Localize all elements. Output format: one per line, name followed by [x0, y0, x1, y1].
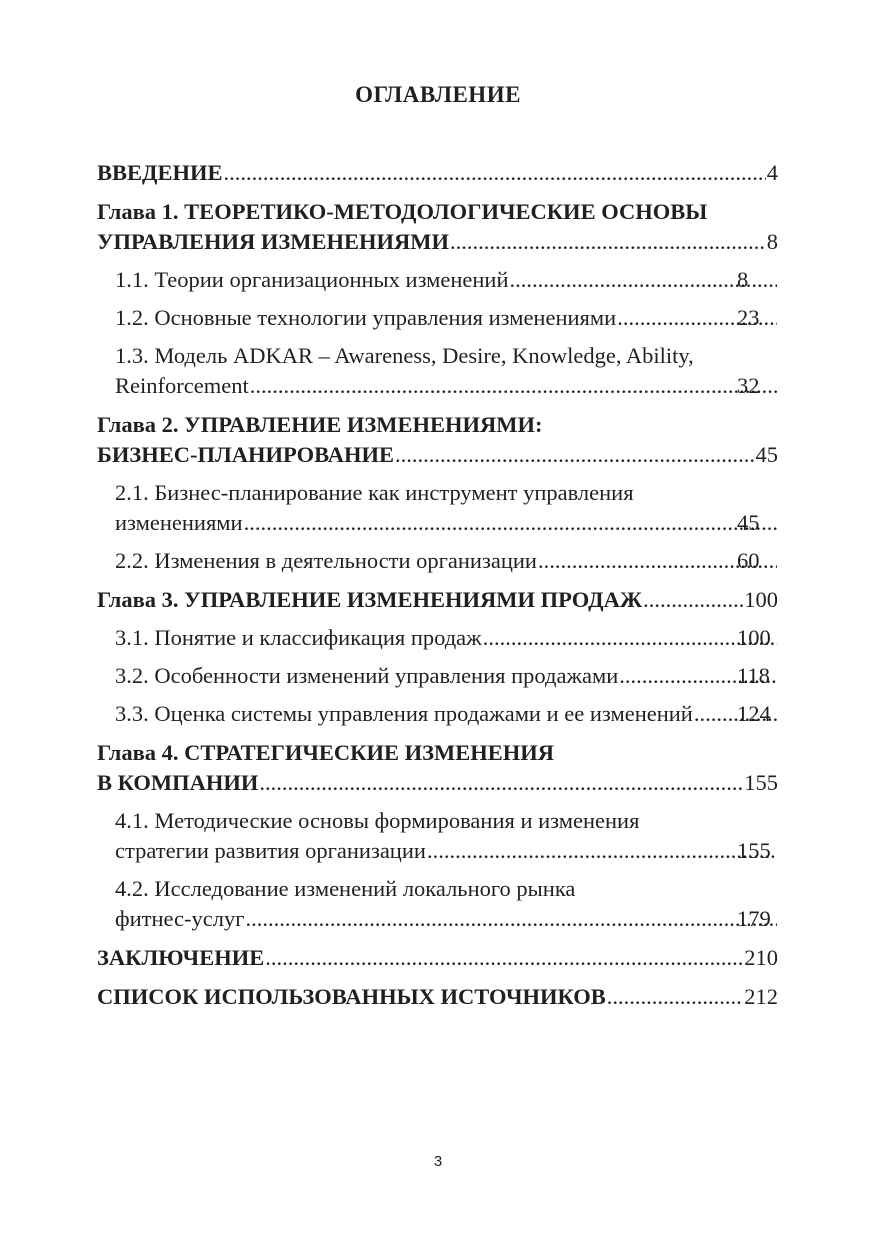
toc-entry-title: изменениями — [115, 510, 243, 535]
toc-page-number: 100 — [744, 587, 778, 612]
toc-entry-title: Глава 3. УПРАВЛЕНИЕ ИЗМЕНЕНИЯМИ ПРОДАЖ — [97, 587, 643, 612]
toc-entry-line: 3.1. Понятие и классификация продаж ..... 100 — [156, 623, 778, 653]
toc-entry-title: 3.2. Особенности изменений управления продажами — [115, 663, 619, 688]
toc-entry[interactable] — [97, 623, 778, 653]
toc-entry-line — [97, 943, 778, 973]
toc-dot-leader — [244, 508, 777, 538]
toc-entry[interactable] — [97, 982, 778, 1012]
toc-entry-line — [97, 982, 778, 1012]
toc-dot-leader — [245, 904, 777, 934]
toc-entry[interactable] — [97, 585, 778, 615]
toc-page-number: 45 — [755, 442, 778, 467]
toc-entry-heading-line: Глава 4. СТРАТЕГИЧЕСКИЕ ИЗМЕНЕНИЯ — [97, 740, 554, 765]
toc-entry[interactable] — [97, 738, 778, 798]
toc-dot-leader — [483, 623, 777, 653]
toc-entry-title: СПИСОК ИСПОЛЬЗОВАННЫХ ИСТОЧНИКОВ — [97, 984, 606, 1009]
toc-dot-leader — [450, 227, 766, 257]
toc-entry-title: фитнес-услуг — [115, 906, 245, 931]
toc-dot-leader — [265, 943, 743, 973]
toc-entry-line — [97, 440, 778, 470]
toc-entry-title: стратегии развития организации — [115, 838, 426, 863]
toc-entry-line: 2.2. Изменения в деятельности организации ..... 60 — [156, 546, 778, 576]
toc-entry[interactable] — [97, 699, 778, 729]
toc-entry-line — [97, 158, 778, 188]
toc-entry-line: изменениями ..... 45 — [156, 508, 778, 538]
toc-page-number: 8 — [766, 229, 778, 254]
toc-entry[interactable] — [97, 341, 778, 401]
toc-entry-line — [97, 227, 778, 257]
toc-dot-leader — [259, 768, 743, 798]
toc-entry-title: УПРАВЛЕНИЯ ИЗМЕНЕНИЯМИ — [97, 229, 450, 254]
toc-entry-line — [97, 768, 778, 798]
toc-entry-line: Reinforcement ..... 32 — [156, 371, 778, 401]
toc-entry-title: 1.2. Основные технологии управления изменениями — [115, 305, 617, 330]
toc-page-number: 4 — [766, 160, 778, 185]
toc-page-number: 210 — [744, 945, 778, 970]
toc-entry[interactable] — [97, 874, 778, 934]
toc-entry-title: БИЗНЕС-ПЛАНИРОВАНИЕ — [97, 442, 394, 467]
toc-dot-leader — [607, 982, 744, 1012]
page-title: ОГЛАВЛЕНИЕ — [355, 82, 521, 107]
toc-entry-line — [97, 585, 778, 615]
toc-dot-leader — [643, 585, 743, 615]
toc-entry[interactable] — [97, 410, 778, 470]
toc-dot-leader — [224, 158, 766, 188]
toc-entry-line: фитнес-услуг ..... 179 — [156, 904, 778, 934]
table-of-contents — [97, 158, 778, 1012]
toc-entry-heading-line: 4.2. Исследование изменений локального рынка — [115, 876, 576, 901]
toc-entry-heading-line: 2.1. Бизнес-планирование как инструмент управления — [115, 480, 634, 505]
toc-entry-line: 1.1. Теории организационных изменений ..... 8 — [156, 265, 778, 295]
toc-entry[interactable] — [97, 661, 778, 691]
toc-entry-title: Reinforcement — [115, 373, 249, 398]
page-number: 3 — [433, 1153, 443, 1170]
toc-dot-leader — [427, 836, 777, 866]
toc-page-number: 212 — [744, 984, 778, 1009]
toc-entry-heading-line: 1.3. Модель ADKAR – Awareness, Desire, Knowledge, Ability, — [115, 343, 694, 368]
toc-entry[interactable] — [97, 806, 778, 866]
toc-entry-title: 3.3. Оценка системы управления продажами и ее изменений — [115, 701, 693, 726]
toc-entry-line: 3.3. Оценка системы управления продажами и ее изменений ..... 124 — [156, 699, 778, 729]
toc-entry[interactable] — [97, 265, 778, 295]
toc-dot-leader — [250, 371, 777, 401]
toc-entry-line: стратегии развития организации ..... 155 — [156, 836, 778, 866]
toc-entry[interactable] — [97, 546, 778, 576]
toc-page-number: 155 — [744, 770, 778, 795]
toc-dot-leader — [395, 440, 755, 470]
toc-entry-line: 1.2. Основные технологии управления изменениями ..... 23 — [156, 303, 778, 333]
toc-entry[interactable] — [97, 158, 778, 188]
toc-entry[interactable] — [97, 478, 778, 538]
toc-entry-heading-line: Глава 1. ТЕОРЕТИКО-МЕТОДОЛОГИЧЕСКИЕ ОСНОВЫ — [97, 199, 708, 224]
toc-entry-title: 2.2. Изменения в деятельности организации — [115, 548, 537, 573]
toc-entry[interactable] — [97, 303, 778, 333]
toc-entry-title: В КОМПАНИИ — [97, 770, 259, 795]
toc-entry-line: 3.2. Особенности изменений управления продажами ..... 118 — [156, 661, 778, 691]
toc-entry-title: 1.1. Теории организационных изменений — [115, 267, 509, 292]
toc-entry[interactable] — [97, 197, 778, 257]
toc-entry-title: ВВЕДЕНИЕ — [97, 160, 223, 185]
toc-entry-heading-line: 4.1. Методические основы формирования и изменения — [115, 808, 640, 833]
toc-entry[interactable] — [97, 943, 778, 973]
toc-entry-title: ЗАКЛЮЧЕНИЕ — [97, 945, 265, 970]
toc-entry-heading-line: Глава 2. УПРАВЛЕНИЕ ИЗМЕНЕНИЯМИ: — [97, 412, 543, 437]
toc-entry-title: 3.1. Понятие и классификация продаж — [115, 625, 482, 650]
